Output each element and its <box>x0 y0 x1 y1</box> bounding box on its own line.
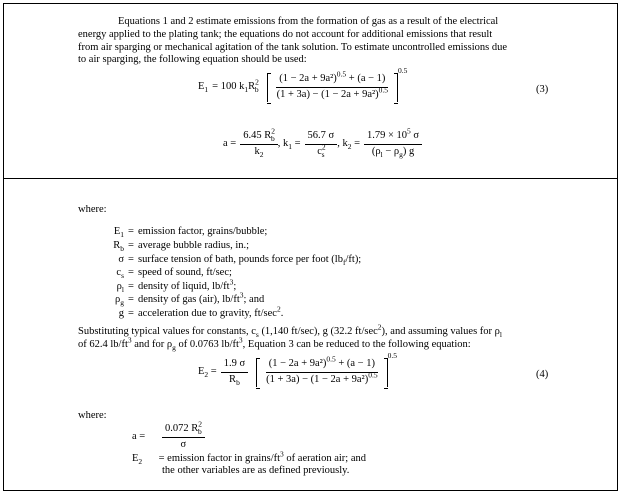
variable-row: $R_b$ = average bubble radius, in.; <box>113 239 250 254</box>
equation-4: $E_2$ = $\frac{1.9 \sigma}{R_b}$ $\frac{(1 - 2a + 9a^2)^{0.5} + (a - 1)}{(1 + 3a) - (1 - 2a + 9a^2)^{0.5}}$ 0.5 <box>198 351 397 387</box>
variable-row: $c_s$ = speed of sound, ft/sec; <box>116 267 232 281</box>
e2-definition-cont: the other variables are as defined previously. <box>162 465 350 477</box>
e2-definition: $E_2$ = emission factor in grains/$ft^3$ of aeration air; and <box>132 449 366 466</box>
intro-line-2: energy applied to the plating tank; the equations do not account for additional emissions that result <box>78 28 493 40</box>
variable-row: $E_1$ = emission factor, grains/bubble; <box>113 226 268 240</box>
eq3-definitions: a = $\frac{6.45 R^2_b}{k_2}$ , $k_1$ = $\frac{56.7 \sigma}{c^2_s}$ , $k_2$ = $\frac{1.79 \times 10^5 \sigma}{(\rho_l - \rho_g) g}$ <box>223 130 422 159</box>
eq4-definitions <box>132 419 366 478</box>
substitution-paragraph <box>78 322 503 352</box>
section-divider <box>3 178 618 179</box>
eq3-lhs: $E_1$ <box>198 80 209 94</box>
variable-row: $\rho_l$ = density of liquid, $lb/ft^3$; <box>116 277 237 294</box>
eq3-number: (3) <box>536 84 549 95</box>
where-label-2: where: <box>78 410 107 421</box>
variable-list <box>104 226 361 321</box>
variable-row: g = acceleration due to gravity, $ft/\sec^2$. <box>118 304 284 319</box>
substitution-line-2: of 62.4 $lb/ft^3$ and for $\rho_g$ of 0.0763 $lb/ft^3$, Equation 3 can be reduced to the following equation: <box>78 335 471 352</box>
intro-line-1: Equations 1 and 2 estimate emissions from the formation of gas as a result of the electrical <box>118 16 499 27</box>
eq4-fraction: $\frac{(1 - 2a + 9a^2)^{0.5} + (a - 1)}{(1 + 3a) - (1 - 2a + 9a^2)^{0.5}}$ <box>266 354 378 385</box>
intro-line-3: from air sparging or mechanical agitation of the tank solution. To estimate uncontrolled emissions due <box>78 41 507 53</box>
intro-paragraph <box>78 16 507 67</box>
where-label-1: where: <box>78 204 107 215</box>
k1-fraction: $\frac{56.7 \sigma}{c^2_s}$ <box>305 130 338 159</box>
equation-3: $E_1$ = 100 $k_1R^2_b$ $\frac{(1 - 2a + 9a^2)^{0.5} + (a - 1)}{(1 + 3a) - (1 - 2a + 9a^2)^{0.5}}$ 0.5 <box>198 66 408 100</box>
eq3-fraction: $\frac{(1 - 2a + 9a^2)^{0.5} + (a - 1)}{(1 + 3a) - (1 - 2a + 9a^2)^{0.5}}$ <box>276 69 389 100</box>
variable-row: σ = surface tension of bath, pounds force per foot $(lb_f/ft)$; <box>118 253 362 267</box>
eq4-coef-fraction: $\frac{1.9 \sigma}{R_b}$ <box>221 358 248 387</box>
k2-fraction: $\frac{1.79 \times 10^5 \sigma}{(\rho_l - \rho_g) g}$ <box>364 130 422 159</box>
intro-line-4: to air sparging, the following equation should be used: <box>78 54 307 66</box>
substitution-line-1: Substituting typical values for constants, $c_s$ (1,140 ft/sec), g (32.2 $ft/\sec^2$), and assuming values for $\rho_l$ <box>78 322 503 340</box>
a-fraction: $\frac{6.45 R^2_b}{k_2}$ <box>240 130 278 159</box>
variable-row: $\rho_g$ = density of gas (air), $lb/ft^3$; and <box>115 290 265 308</box>
a-definition: a = $\frac{0.072 R^2_b}{\sigma}$ <box>132 423 366 452</box>
eq4-number: (4) <box>536 369 549 380</box>
eq4-bracket <box>256 354 387 387</box>
